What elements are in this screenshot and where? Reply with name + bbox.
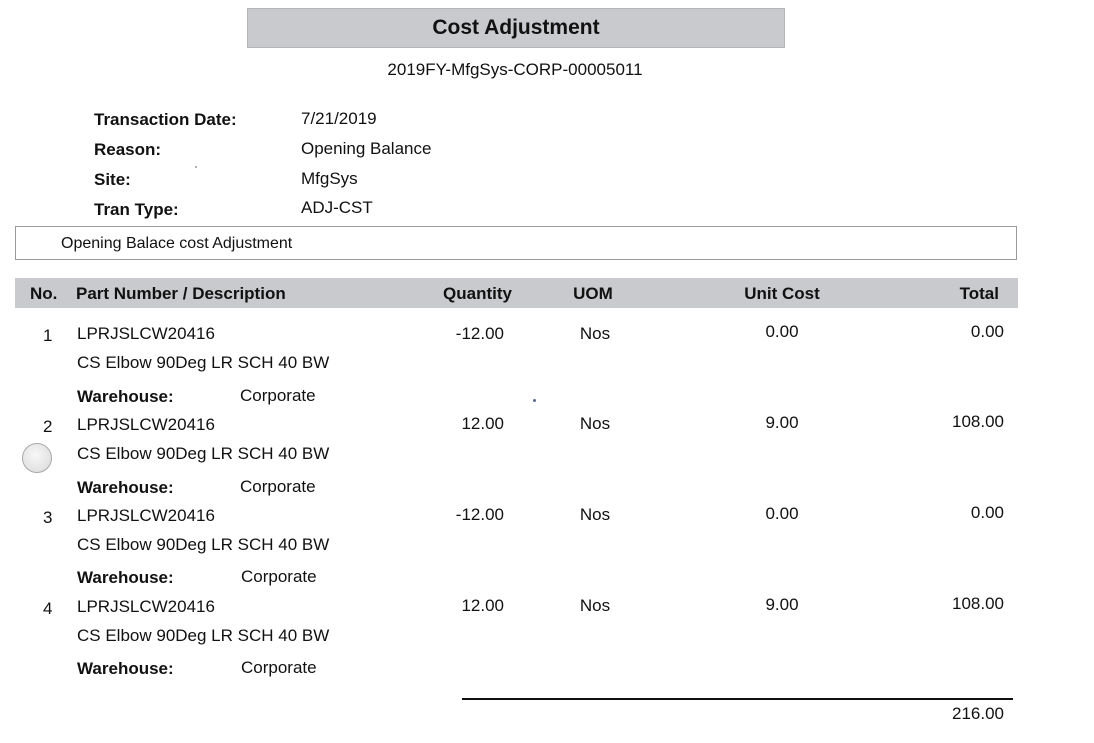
- total-rule: [462, 698, 1013, 700]
- unit-cost: 0.00: [765, 322, 799, 341]
- part-description: CS Elbow 90Deg LR SCH 40 BW: [77, 444, 330, 463]
- memo-box: [15, 226, 1017, 260]
- punch-hole-mark: [22, 443, 52, 473]
- uom: Nos: [579, 596, 611, 615]
- tran-type-value: ADJ-CST: [301, 198, 373, 217]
- row-number: 2: [43, 417, 53, 436]
- warehouse-label: Warehouse:: [77, 659, 174, 678]
- part-number: LPRJSLCW20416: [77, 597, 215, 616]
- reason-label: Reason:: [94, 140, 162, 159]
- warehouse-label: Warehouse:: [77, 387, 174, 406]
- part-number: LPRJSLCW20416: [77, 324, 215, 343]
- document-title-text: Cost Adjustment: [432, 16, 600, 39]
- unit-cost: 9.00: [765, 413, 799, 432]
- tran-type-label: Tran Type:: [94, 200, 179, 219]
- part-description: CS Elbow 90Deg LR SCH 40 BW: [77, 353, 330, 372]
- reason-value: Opening Balance: [301, 139, 432, 158]
- warehouse-value: Corporate: [241, 567, 317, 586]
- transaction-date-value: 7/21/2019: [301, 109, 377, 128]
- grand-total: 216.00: [952, 704, 1004, 723]
- column-header-quantity: Quantity: [443, 284, 512, 303]
- column-header-part: Part Number / Description: [76, 284, 286, 303]
- warehouse-label: Warehouse:: [77, 568, 174, 587]
- scan-speck: [533, 399, 536, 402]
- row-number: 4: [43, 599, 53, 618]
- warehouse-value: Corporate: [240, 386, 316, 405]
- unit-cost: 0.00: [765, 504, 799, 523]
- part-number: LPRJSLCW20416: [77, 506, 215, 525]
- site-label: Site:: [94, 170, 131, 189]
- transaction-date-label: Transaction Date:: [94, 110, 237, 129]
- warehouse-value: Corporate: [240, 477, 316, 496]
- warehouse-value: Corporate: [241, 658, 317, 677]
- quantity: 12.00: [461, 414, 504, 433]
- quantity: 12.00: [461, 596, 504, 615]
- column-header-uom: UOM: [573, 284, 613, 303]
- document-number: 2019FY-MfgSys-CORP-00005011: [387, 60, 643, 79]
- unit-cost: 9.00: [765, 595, 799, 614]
- quantity: -12.00: [455, 505, 504, 524]
- line-total: 0.00: [970, 503, 1004, 522]
- part-description: CS Elbow 90Deg LR SCH 40 BW: [77, 626, 330, 645]
- memo-text: Opening Balace cost Adjustment: [61, 235, 293, 252]
- document-title: [247, 8, 785, 48]
- column-header-total: Total: [959, 284, 999, 303]
- warehouse-label: Warehouse:: [77, 478, 174, 497]
- column-header-no: No.: [30, 284, 58, 303]
- line-total: 0.00: [970, 322, 1004, 341]
- column-header-unit-cost: Unit Cost: [744, 284, 820, 303]
- line-total: 108.00: [952, 412, 1004, 431]
- uom: Nos: [579, 324, 611, 343]
- row-number: 1: [43, 326, 53, 345]
- uom: Nos: [579, 505, 611, 524]
- site-value: MfgSys: [301, 169, 358, 188]
- part-number: LPRJSLCW20416: [77, 415, 215, 434]
- scan-speck: [195, 166, 197, 168]
- uom: Nos: [579, 414, 611, 433]
- part-description: CS Elbow 90Deg LR SCH 40 BW: [77, 535, 330, 554]
- row-number: 3: [43, 508, 53, 527]
- line-total: 108.00: [952, 594, 1004, 613]
- quantity: -12.00: [455, 324, 504, 343]
